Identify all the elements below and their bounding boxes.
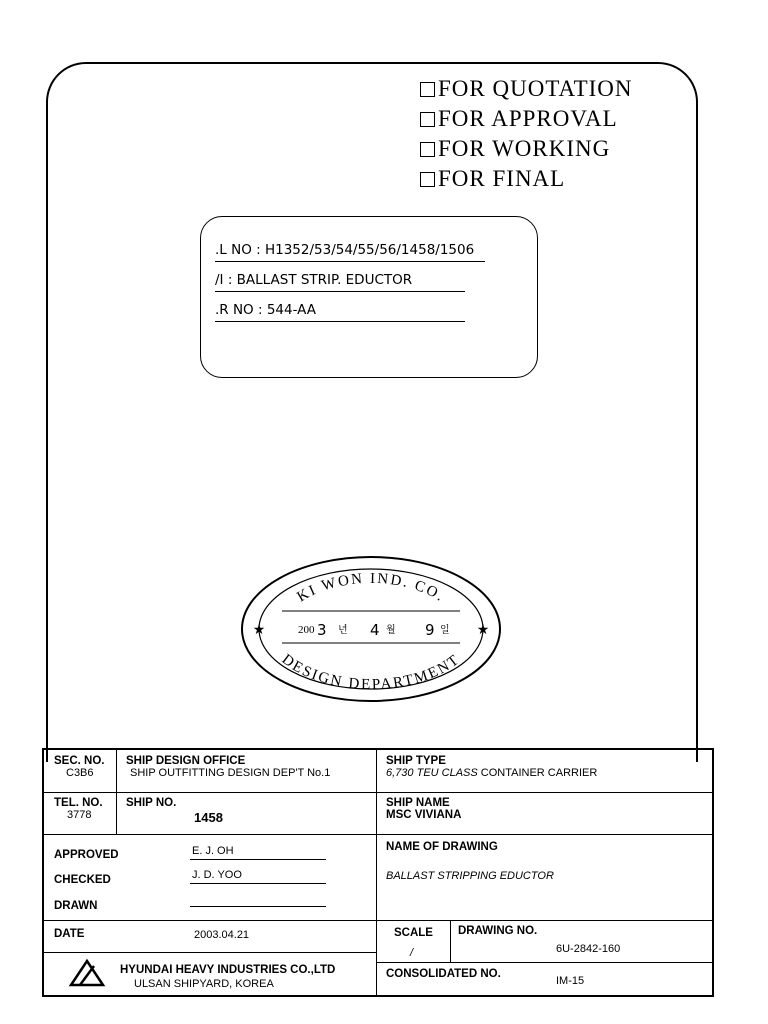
office-label: SHIP DESIGN OFFICE xyxy=(126,755,246,767)
stamp-date-prefix: 200 xyxy=(298,624,315,636)
status-label: FOR WORKING xyxy=(438,136,611,161)
tel-no-value: 3778 xyxy=(67,809,92,821)
status-for-working[interactable] xyxy=(420,134,633,164)
approved-label: APPROVED xyxy=(54,849,119,861)
hull-no-line: .L NO : H1352/53/54/55/56/1458/1506 xyxy=(215,239,485,262)
drawn-label: DRAWN xyxy=(54,900,98,912)
checkbox-icon[interactable] xyxy=(420,82,435,97)
stamp-year-unit: 년 xyxy=(338,625,348,636)
status-options xyxy=(420,74,633,194)
checked-value: J. D. YOO xyxy=(192,869,242,881)
star-icon: ★ xyxy=(476,621,490,637)
checkbox-icon[interactable] xyxy=(420,172,435,187)
drawing-no-label: DRAWING NO. xyxy=(458,925,538,937)
status-label: FOR APPROVAL xyxy=(438,106,618,131)
stamp-top-text: KI WON IND. CO. xyxy=(294,570,448,606)
stamp-bottom-text: DESIGN DEPARTMENT xyxy=(278,651,464,693)
drawing-name-value: BALLAST STRIPPING EDUCTOR xyxy=(386,870,554,882)
ship-type-label: SHIP TYPE xyxy=(386,755,446,767)
title-block xyxy=(42,748,714,997)
drawn-signature-line xyxy=(190,906,326,907)
office-value: SHIP OUTFITTING DESIGN DEP'T No.1 xyxy=(130,767,331,779)
ship-name-value: MSC VIVIANA xyxy=(386,809,462,821)
item-line: /I : BALLAST STRIP. EDUCTOR xyxy=(215,269,465,292)
checked-label: CHECKED xyxy=(54,874,111,886)
status-label: FOR QUOTATION xyxy=(438,76,633,101)
company-name: HYUNDAI HEAVY INDUSTRIES CO.,LTD xyxy=(120,964,336,976)
stamp-date-day: 9 xyxy=(425,621,435,639)
order-no-line: .R NO : 544-AA xyxy=(215,299,465,322)
checkbox-icon[interactable] xyxy=(420,112,435,127)
stamp-day-unit: 일 xyxy=(440,625,450,636)
ship-name-label: SHIP NAME xyxy=(386,797,450,809)
stamp-month-unit: 월 xyxy=(386,625,396,636)
status-for-approval[interactable] xyxy=(420,104,633,134)
scale-label: SCALE xyxy=(394,927,433,939)
approved-signature-line xyxy=(190,859,326,860)
tel-no-label: TEL. NO. xyxy=(54,797,103,809)
date-value: 2003.04.21 xyxy=(194,929,250,941)
date-label: DATE xyxy=(54,928,85,940)
stamp-date-month: 4 xyxy=(370,621,380,639)
status-for-final[interactable] xyxy=(420,164,633,194)
checkbox-icon[interactable] xyxy=(420,142,435,157)
company-location: ULSAN SHIPYARD, KOREA xyxy=(134,978,274,990)
drawing-name-label: NAME OF DRAWING xyxy=(386,841,498,853)
approved-value: E. J. OH xyxy=(192,845,234,857)
drawing-no-value: 6U-2842-160 xyxy=(556,943,621,955)
star-icon: ★ xyxy=(252,621,266,637)
ship-type-value: 6,730 TEU CLASS CONTAINER CARRIER xyxy=(386,767,598,779)
ship-no-value: 1458 xyxy=(194,810,223,825)
scale-value: / xyxy=(410,947,414,959)
ship-no-label: SHIP NO. xyxy=(126,797,177,809)
status-label: FOR FINAL xyxy=(438,166,566,191)
company-stamp xyxy=(240,555,502,703)
stamp-date-year: 3 xyxy=(317,621,327,639)
consolidated-value: IM-15 xyxy=(556,975,585,987)
hyundai-logo-icon xyxy=(68,958,106,988)
status-for-quotation[interactable] xyxy=(420,74,633,104)
sec-no-label: SEC. NO. xyxy=(54,755,105,767)
checked-signature-line xyxy=(190,883,326,884)
sec-no-value: C3B6 xyxy=(66,767,94,779)
consolidated-label: CONSOLIDATED NO. xyxy=(386,968,501,980)
document-label-box xyxy=(200,216,538,378)
